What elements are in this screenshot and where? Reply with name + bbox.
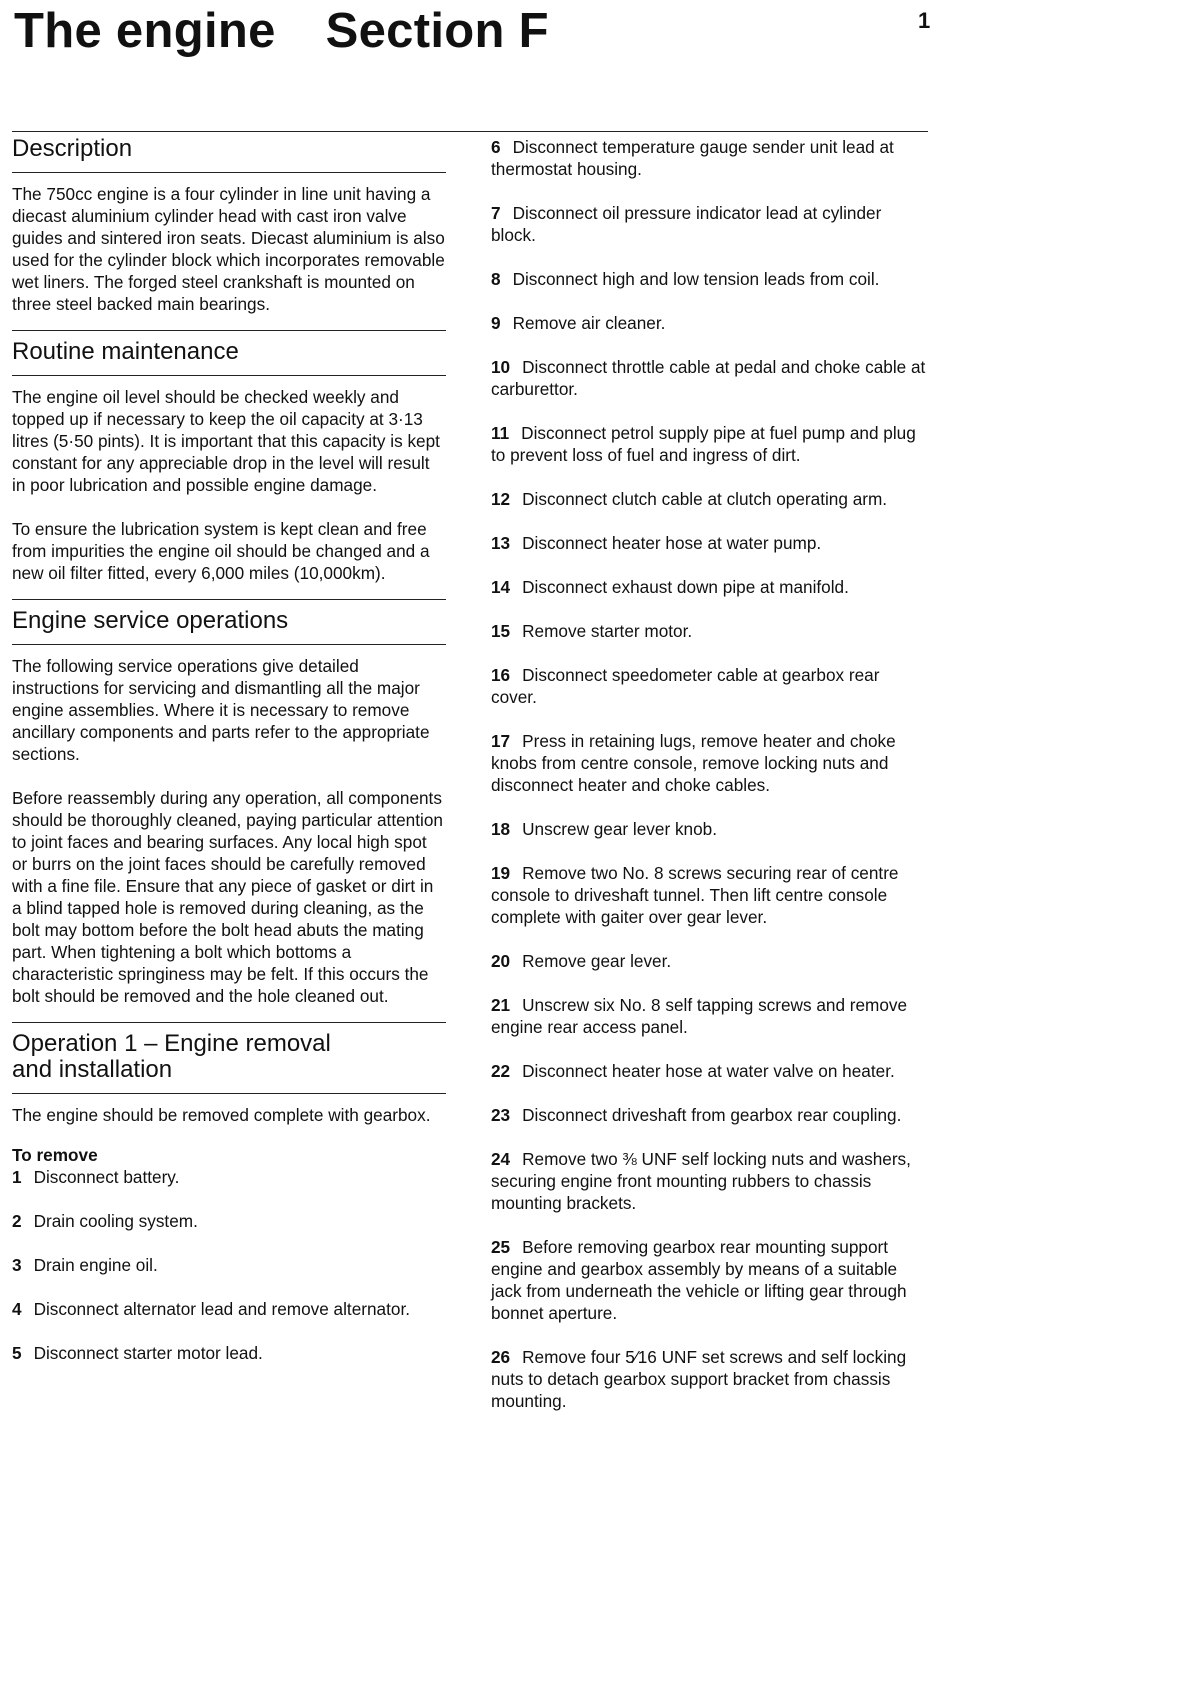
step-item (491, 136, 927, 180)
step-item (491, 818, 927, 840)
step-text: Drain cooling system. (33, 1211, 198, 1231)
title-section: Section F (325, 4, 549, 58)
step-number: 25 (491, 1237, 511, 1257)
routine-maintenance-heading: Routine maintenance (12, 338, 239, 365)
step-text: Disconnect alternator lead and remove alternator. (33, 1299, 410, 1319)
step-item (491, 488, 927, 510)
right-column (491, 132, 927, 1412)
step-item (491, 950, 927, 972)
step-text: Before removing gearbox rear mounting support engine and gearbox assembly by means of a suitable jack from underneath the vehicle or lifting gear through bonnet aperture. (491, 1237, 907, 1323)
step-number: 16 (491, 665, 511, 685)
step-item (491, 356, 927, 400)
description-text: The 750cc engine is a four cylinder in line unit having a diecast aluminium cylinder head with cast iron valve guides and sintered iron seats. Diecast aluminium is also used for the cylinder block which incorporates removable wet liners. The forged steel crankshaft is mounted on three steel backed main bearings. (12, 184, 445, 314)
operation-1-heading-line-1: Operation 1 – Engine removal (12, 1030, 331, 1057)
step-item (491, 268, 927, 290)
step-text: Remove air cleaner. (512, 313, 666, 333)
step-number: 5 (12, 1343, 22, 1363)
step-number: 17 (491, 731, 511, 751)
step-item (491, 1060, 927, 1082)
step-text: Drain engine oil. (33, 1255, 158, 1275)
step-item (491, 1346, 927, 1412)
step-text: Disconnect heater hose at water pump. (522, 533, 822, 553)
step-item (491, 664, 927, 708)
step-number: 23 (491, 1105, 511, 1125)
step-number: 12 (491, 489, 511, 509)
maintenance-para-1: The engine oil level should be checked weekly and topped up if necessary to keep the oil capacity at 3·13 litres (5·50 pints). It is important that this capacity is kept constant for any appreciable drop in the level will result in poor lubrication and possible engine damage. (12, 387, 440, 495)
page-title (14, 2, 549, 60)
step-number: 20 (491, 951, 511, 971)
operation-1-heading (12, 1031, 446, 1083)
page-header (14, 0, 1190, 70)
step-item (491, 312, 927, 334)
step-text: Disconnect temperature gauge sender unit lead at thermostat housing. (491, 137, 894, 179)
step-item (12, 1254, 446, 1276)
step-item (491, 1236, 927, 1324)
step-number: 10 (491, 357, 511, 377)
step-text: Disconnect driveshaft from gearbox rear coupling. (522, 1105, 902, 1125)
step-number: 8 (491, 269, 501, 289)
operation-1-heading-line-2: and installation (12, 1056, 173, 1083)
step-number: 7 (491, 203, 501, 223)
step-text: Remove starter motor. (522, 621, 693, 641)
step-number: 26 (491, 1347, 511, 1367)
step-item (491, 422, 927, 466)
step-text: Remove two ⅜ UNF self locking nuts and washers, securing engine front mounting rubbers to chassis mounting brackets. (491, 1149, 911, 1213)
step-number: 6 (491, 137, 501, 157)
step-item (491, 994, 927, 1038)
step-item (12, 1298, 446, 1320)
step-number: 19 (491, 863, 511, 883)
step-item (12, 1342, 446, 1364)
step-item (491, 576, 927, 598)
step-number: 11 (491, 423, 510, 443)
operation-1-intro: The engine should be removed complete with gearbox. (12, 1105, 431, 1125)
description-heading: Description (12, 135, 133, 162)
step-text: Disconnect exhaust down pipe at manifold. (522, 577, 849, 597)
step-number: 1 (12, 1167, 22, 1187)
maintenance-para-2: To ensure the lubrication system is kept clean and free from impurities the engine oil should be changed and a new oil filter fitted, every 6,000 miles (10,000km). (12, 519, 430, 583)
step-number: 21 (491, 995, 511, 1015)
step-text: Unscrew six No. 8 self tapping screws and remove engine rear access panel. (491, 995, 908, 1037)
step-text: Disconnect heater hose at water valve on heater. (522, 1061, 895, 1081)
step-number: 24 (491, 1149, 511, 1169)
step-item (491, 1104, 927, 1126)
title-engine: The engine (14, 4, 276, 58)
step-text: Remove four 5⁄16 UNF set screws and self locking nuts to detach gearbox support bracket from chassis mounting. (491, 1347, 907, 1411)
step-text: Disconnect oil pressure indicator lead at cylinder block. (491, 203, 882, 245)
step-text: Remove gear lever. (522, 951, 672, 971)
step-number: 9 (491, 313, 501, 333)
step-text: Disconnect petrol supply pipe at fuel pump and plug to prevent loss of fuel and ingress of dirt. (491, 423, 916, 465)
left-column (12, 132, 446, 1364)
step-item (491, 862, 927, 928)
step-item (12, 1210, 446, 1232)
step-item (12, 1166, 446, 1188)
left-steps-list (12, 1166, 446, 1364)
service-para-2: Before reassembly during any operation, all components should be thoroughly cleaned, paying particular attention to joint faces and bearing surfaces. Any local high spot or burrs on the joint faces should be carefully removed with a fine file. Ensure that any piece of gasket or dirt in a blind tapped hole is removed during cleaning, as the bolt may bottom before the bolt head abuts the mating part. When tightening a bolt which bottoms a characteristic springiness may be felt. If this occurs the bolt should be removed and the hole cleaned out. (12, 788, 443, 1006)
step-text: Disconnect throttle cable at pedal and choke cable at carburettor. (491, 357, 926, 399)
service-operations-heading: Engine service operations (12, 607, 289, 634)
step-number: 4 (12, 1299, 22, 1319)
step-text: Disconnect starter motor lead. (33, 1343, 263, 1363)
step-number: 13 (491, 533, 511, 553)
step-item (491, 1148, 927, 1214)
step-text: Disconnect speedometer cable at gearbox rear cover. (491, 665, 880, 707)
step-item (491, 620, 927, 642)
step-text: Unscrew gear lever knob. (522, 819, 718, 839)
step-number: 22 (491, 1061, 511, 1081)
to-remove-subheading: To remove (12, 1145, 98, 1165)
step-number: 14 (491, 577, 511, 597)
page-number: 1 (918, 8, 931, 33)
step-number: 15 (491, 621, 511, 641)
step-number: 2 (12, 1211, 22, 1231)
step-item (491, 202, 927, 246)
step-text: Disconnect high and low tension leads from coil. (512, 269, 880, 289)
step-text: Disconnect battery. (33, 1167, 180, 1187)
step-text: Press in retaining lugs, remove heater and choke knobs from centre console, remove locking nuts and disconnect heater and choke cables. (491, 731, 896, 795)
right-steps-list (491, 136, 927, 1412)
service-para-1: The following service operations give detailed instructions for servicing and dismantling all the major engine assemblies. Where it is necessary to remove ancillary components and parts refer to the appropriate sections. (12, 656, 430, 764)
step-text: Remove two No. 8 screws securing rear of centre console to driveshaft tunnel. Then lift centre console complete with gaiter over gear lever. (491, 863, 899, 927)
step-item (491, 532, 927, 554)
step-item (491, 730, 927, 796)
step-number: 18 (491, 819, 511, 839)
step-number: 3 (12, 1255, 22, 1275)
step-text: Disconnect clutch cable at clutch operating arm. (522, 489, 888, 509)
